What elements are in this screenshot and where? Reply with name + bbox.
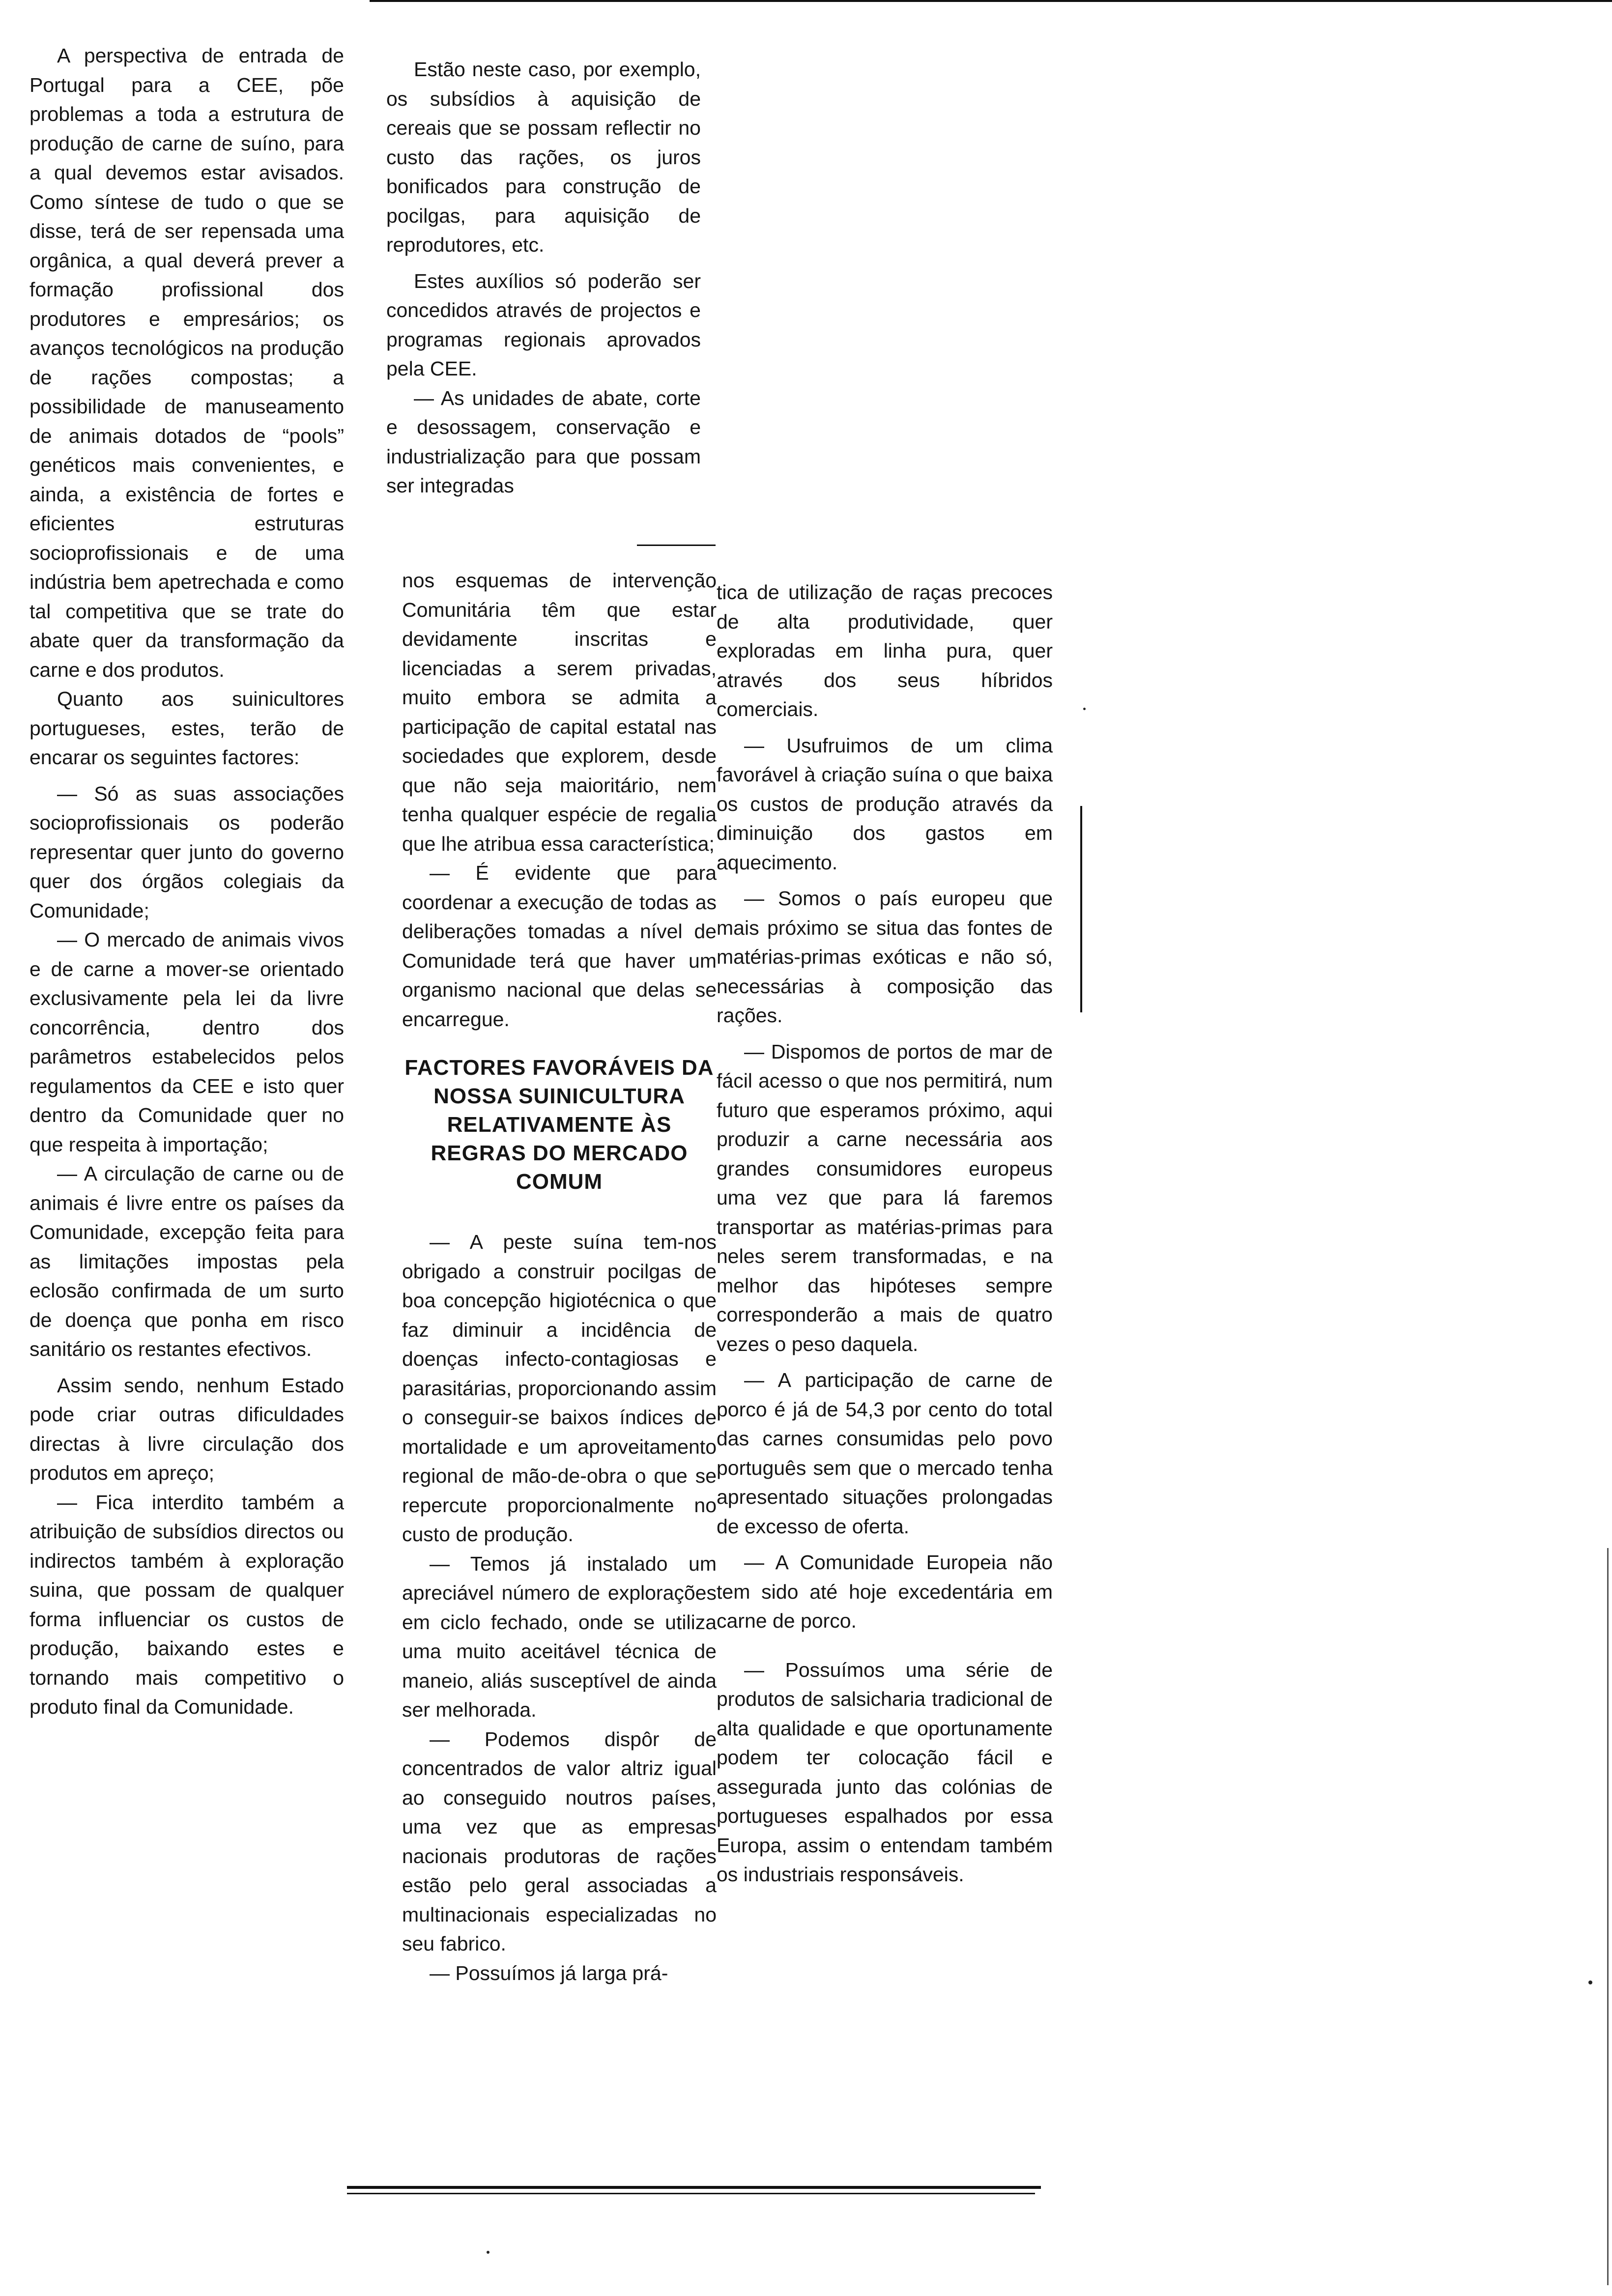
paragraph: — A participação de carne de porco é já de 54,3 por cento do total das carnes consumidas pelo povo português sem que o mercado tenha apresentado situações prolongadas de excesso de oferta.: [717, 1369, 1053, 1538]
paragraph: — É evidente que para coordenar a execução de todas as deliberações tomadas a nível de Comunidade terá que haver um organismo nacional que delas se encarregue.: [402, 861, 717, 1031]
scan-edge-mark: [1607, 1548, 1609, 2285]
paragraph: — As unidades de abate, corte e desossagem, conservação e industrialização para que possam ser integradas: [386, 386, 701, 497]
paragraph: — Temos já instalado um apreciável número de explorações em ciclo fechado, onde se utiliza uma muito aceitável técnica de maneio, aliás susceptível de ainda ser melhorada.: [402, 1552, 717, 1721]
paragraph: tica de utilização de raças precoces de alta produtividade, quer exploradas em linha pura, quer através dos seus híbridos comerciais.: [717, 581, 1053, 720]
paragraph: — A peste suína tem-nos obrigado a construir pocilgas de boa concepção higiotécnica o que faz diminuir a incidência de doenças infecto-contagiosas e parasitárias, proporcionando assim o conseguir-se baixos índices de mortalidade e um aproveitamento regional de mão-de-obra o que se repercute proporcionalmente no custo de produção.: [402, 1231, 717, 1546]
bottom-rule: [347, 2186, 1041, 2189]
paragraph: Estes auxílios só poderão ser concedidos através de projectos e programas regionais aprovados pela CEE.: [386, 269, 701, 380]
scan-speck: [1588, 1980, 1592, 1984]
bottom-rule-thin: [347, 2193, 1035, 2194]
top-rule: [370, 0, 1612, 2]
paragraph: — Só as suas associações socioprofissionais os poderão representar quer junto do governo quer dos órgãos colegiais da Comunidade;: [29, 782, 344, 922]
paragraph: Estão neste caso, por exemplo, os subsídios à aquisição de cereais que se possam reflectir no custo das rações, os juros bonificados para construção de pocilgas, para aquisição de reprodutores, etc.: [386, 58, 701, 256]
paragraph: — Dispomos de portos de mar de fácil acesso o que nos permitirá, num futuro que esperamos próximo, aqui produzir a carne necessária aos grandes consumidores europeus uma vez que para lá faremos transportar as matérias-primas para neles serem transformadas, e na melhor das hipóteses sempre corresponderão a mais de quatro vezes o peso daquela.: [717, 1040, 1053, 1355]
section-heading: FACTORES FAVORÁVEIS DA NOSSA SUINICULTURA RELATIVAMENTE ÀS REGRAS DO MERCADO COMUM: [404, 1056, 714, 1194]
paragraph: — Podemos dispôr de concentrados de valor altriz igual ao conseguido noutros países, uma vez que as empresas nacionais produtoras de rações estão pelo geral associadas a multinacionais especializadas no seu fabrico.: [402, 1727, 717, 1955]
paragraph: — Fica interdito também a atribuição de subsídios directos ou indirectos também à exploração suina, que possam de qualquer forma influenciar os custos de produção, baixando estes e tornando mais competitivo o produto final da Comunidade.: [29, 1491, 344, 1718]
paragraph: — Possuímos uma série de produtos de salsicharia tradicional de alta qualidade e que oportunamente podem ter colocação fácil e assegurada junto das colónias de portugueses espalhados por essa Europa, assim o entendam também os industriais responsáveis.: [717, 1658, 1053, 1886]
paragraph: — Somos o país europeu que mais próximo se situa das fontes de matérias-primas exóticas e não só, necessárias à composição das rações.: [717, 887, 1053, 1027]
scan-speck: [487, 2251, 489, 2254]
column-separator-rule: [637, 545, 716, 546]
paragraph: Quanto aos suinicultores portugueses, estes, terão de encarar os seguintes factores:: [29, 688, 344, 769]
paragraph: nos esquemas de intervenção Comunitária têm que estar devidamente inscritas e licenciadas a serem privadas, muito embora se admita a participação de capital estatal nas sociedades que explorem, desde que não seja maioritário, nem tenha qualquer espécie de regalia que lhe atribua essa característica;: [402, 569, 717, 855]
article-middle-top-column: [386, 55, 701, 501]
article-right-column: [717, 578, 1053, 1890]
article-middle-column: [402, 566, 717, 1988]
paragraph: — A Comunidade Europeia não tem sido até hoje excedentária em carne de porco.: [717, 1551, 1053, 1632]
paragraph: A perspectiva de entrada de Portugal para a CEE, põe problemas a toda a estrutura de produção de carne de suíno, para a qual devemos estar avisados. Como síntese de tudo o que se disse, terá de ser repensada uma orgânica, a qual deverá prever a formação profissional dos produtores e empresários; os avanços tecnológicos na produção de rações compostas; a possibilidade de manuseamento de animais dotados de “pools” genéticos mais convenientes, e ainda, a existência de fortes e eficientes estruturas socioprofissionais e de uma indústria bem apetrechada e como tal competitiva que se trate do abate quer da transformação da carne e dos produtos.: [29, 44, 344, 681]
paragraph: Assim sendo, nenhum Estado pode criar outras dificuldades directas à livre circulação dos produtos em apreço;: [29, 1374, 344, 1484]
scan-speck: [1083, 708, 1086, 710]
article-left-column: [29, 41, 344, 1722]
paragraph: — Usufruimos de um clima favorável à criação suína o que baixa os custos de produção através da diminuição dos gastos em aquecimento.: [717, 734, 1053, 874]
column-margin-rule: [1080, 806, 1082, 1012]
paragraph: — A circulação de carne ou de animais é livre entre os países da Comunidade, excepção feita para as limitações impostas pela eclosão confirmada de um surto de doença que ponha em risco sanitário os restantes efectivos.: [29, 1162, 344, 1360]
paragraph: — Possuímos já larga prá-: [430, 1961, 668, 1984]
paragraph: — O mercado de animais vivos e de carne a mover-se orientado exclusivamente pela lei da livre concorrência, dentro dos parâmetros estabelecidos pelos regulamentos da CEE e isto quer dentro da Comunidade quer no que respeita à importação;: [29, 928, 344, 1156]
